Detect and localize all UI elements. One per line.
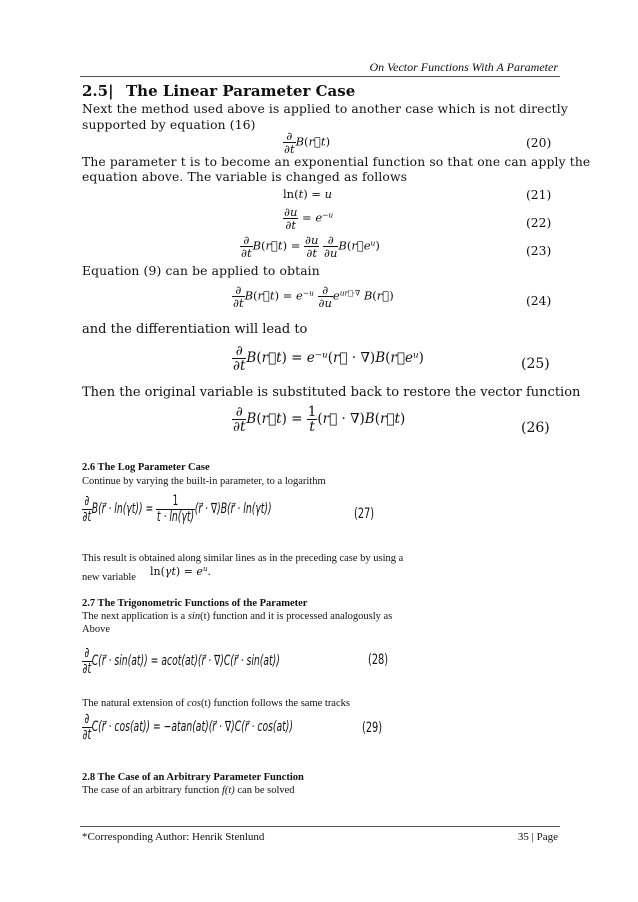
paragraph-line: Next the method used above is applied to another case which is not directly (82, 102, 568, 116)
equation-number: (21) (526, 188, 552, 202)
paragraph-line: The next application is a sin(t) function and it is processed analogously as (82, 611, 393, 622)
section-2-7-heading: 2.7 The Trigonometric Functions of the Parameter (82, 598, 308, 609)
paragraph-line: Continue by varying the built-in parameter, to a logarithm (82, 476, 326, 487)
equation-25: $\frac{\partial}{\partial t}$ B(r⃗t) = $e^{-u}(r⃗$ · $\nabla)B(r⃗e^u)$ (233, 343, 424, 375)
equation-number: (22) (526, 216, 552, 230)
footer-rule (80, 826, 560, 827)
equation-number: (26) (521, 420, 550, 436)
paragraph-line: new variable (82, 572, 136, 583)
equation-number: (20) (526, 136, 552, 150)
equation-29: $\frac{\partial}{\partial t}$ C(r⃗ · cos(at)) = −atan(at)(r⃗ · ∇)C(r⃗ · cos(at)) (82, 711, 294, 743)
footer-author: *Corresponding Author: Henrik Stenlund (82, 831, 265, 843)
paragraph-line: Above (82, 624, 110, 635)
equation-number: (29) (362, 720, 383, 736)
paragraph-line: The natural extension of cos(t) function follows the same tracks (82, 698, 350, 709)
paragraph-line: supported by equation (16) (82, 118, 256, 132)
paragraph-line: The case of an arbitrary function f(t) can be solved (82, 785, 295, 796)
section-2-5-title: The Linear Parameter Case (126, 82, 356, 100)
equation-number: (24) (526, 294, 552, 308)
running-header: On Vector Functions With A Parameter (369, 60, 558, 74)
equation-21: ln(t) = u (283, 187, 333, 201)
equation-22: $\frac{\partial u}{\partial t}$ = $e^{-u}$ (284, 205, 334, 233)
paragraph-line: Equation (9) can be applied to obtain (82, 264, 320, 278)
paragraph-line: and the differentiation will lead to (82, 322, 308, 337)
section-2-5-number: 2.5| (82, 82, 114, 100)
equation-number: (28) (368, 652, 389, 668)
equation-27: $\frac{\partial}{\partial t}$ B(r⃗ · ln(γt)) = $\frac{1}{t \cdot \ln(\gamma t)}$ (r⃗ · ∇)B(r⃗ · ln(γt)) (82, 493, 272, 525)
paragraph-line: equation above. The variable is changed as follows (82, 170, 408, 184)
page-number: 35 | Page (517, 831, 558, 843)
paragraph-line: Then the original variable is substituted back to restore the vector function (82, 385, 581, 400)
section-2-6-heading: 2.6 The Log Parameter Case (82, 462, 210, 473)
equation-20: $\frac{\partial}{\partial t}$ B(r⃗t) (284, 129, 331, 157)
equation-number: (23) (526, 244, 552, 258)
equation-number: (27) (354, 506, 375, 522)
equation-26: $\frac{\partial}{\partial t}$ B(r⃗t) = $\frac{1}{t}$ (r⃗ · ∇)B(r⃗t) (233, 404, 406, 436)
equation-28: $\frac{\partial}{\partial t}$ C(r⃗ · sin(at)) = acot(at)(r⃗ · ∇)C(r⃗ · sin(at)) (82, 645, 280, 677)
section-2-8-heading: 2.8 The Case of an Arbitrary Parameter Function (82, 772, 304, 783)
header-rule (80, 76, 560, 77)
equation-number: (25) (521, 356, 550, 372)
equation-23: $\frac{\partial}{\partial t}$ B(r⃗t) = $\frac{\partial u}{\partial t}$ $\frac{\partial}{\partial u}$ $B(r⃗e^u)$ (241, 233, 380, 261)
equation-24: $\frac{\partial}{\partial t}$ B(r⃗t) = $e^{-u}$ $\frac{\partial}{\partial u}$ $e^{ur⃗\cdot\nabla}$ B(r⃗) (233, 283, 394, 311)
paragraph-line: This result is obtained along similar lines as in the preceding case by using a (82, 553, 404, 564)
paragraph-line: The parameter t is to become an exponential function so that one can apply the (82, 155, 591, 169)
inline-equation: $\ln(\gamma t) = e^u$. (150, 564, 212, 578)
